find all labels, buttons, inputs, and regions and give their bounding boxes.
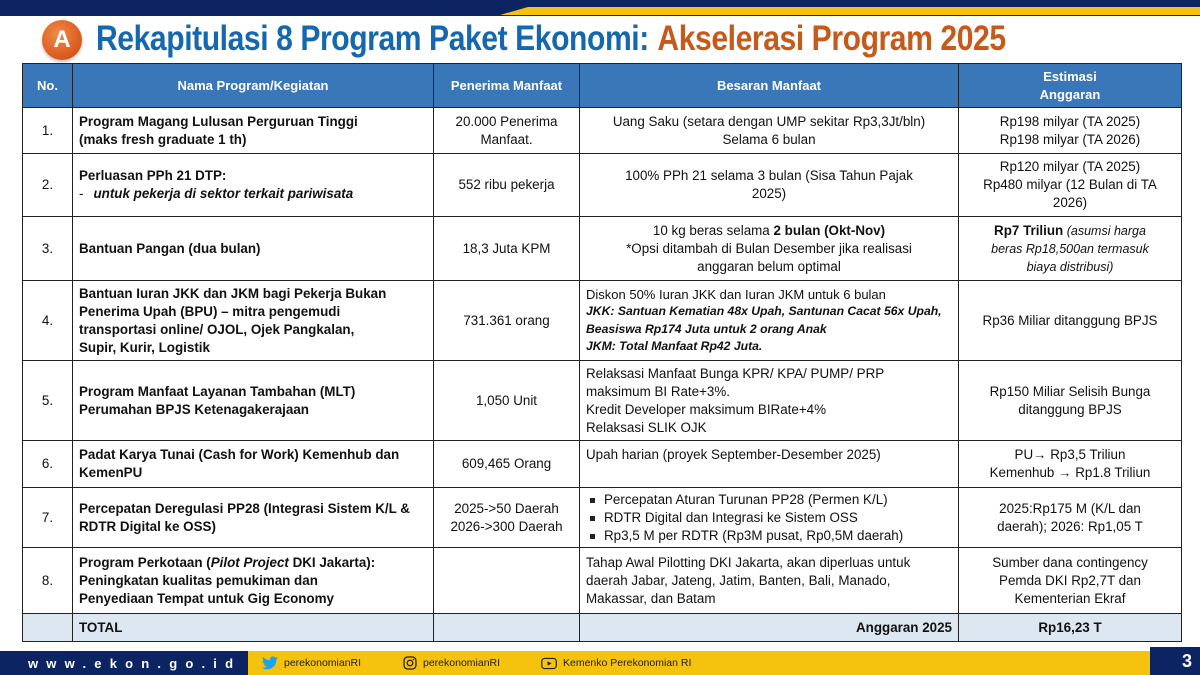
program-name: Padat Karya Tunai (Cash for Work) Kemenhub dan KemenPU	[73, 441, 434, 488]
page-title-accent: Akselerasi Program 2025	[657, 19, 1006, 58]
program-name: Percepatan Deregulasi PP28 (Integrasi Sistem K/L & RDTR Digital ke OSS)	[73, 488, 434, 548]
benefit: 100% PPh 21 selama 3 bulan (Sisa Tahun Pajak 2025)	[580, 154, 959, 217]
website-link[interactable]: www.ekon.go.id	[0, 651, 248, 675]
program-name: Program Manfaat Layanan Tambahan (MLT) Perumahan BPJS Ketenagakerajaan	[73, 361, 434, 441]
page-number: 3	[1150, 647, 1200, 675]
table-row	[23, 548, 1182, 614]
table-row	[23, 441, 1182, 488]
recipient: 2025->50 Daerah 2026->300 Daerah	[434, 488, 580, 548]
table-row	[23, 281, 1182, 361]
table-row	[23, 488, 1182, 548]
benefit: 10 kg beras selama 2 bulan (Okt-Nov) *Opsi ditambah di Bulan Desember jika realisasi anggaran belum optimal	[580, 217, 959, 281]
program-name: Bantuan Iuran JKK dan JKM bagi Pekerja Bukan Penerima Upah (BPU) – mitra pengemudi transportasi online/ OJOL, Ojek Pangkalan, Supir, Kurir, Logistik	[73, 281, 434, 361]
row-number: 4.	[23, 281, 73, 361]
benefit: Relaksasi Manfaat Bunga KPR/ KPA/ PUMP/ PRP maksimum BI Rate+3%. Kredit Developer maksimum BIRate+4% Relaksasi SLIK OJK	[580, 361, 959, 441]
table-row	[23, 154, 1182, 217]
recipient	[434, 548, 580, 614]
total-budget-value: Rp16,23 T	[959, 614, 1182, 642]
recipient: 731.361 orang	[434, 281, 580, 361]
page-title-main: Rekapitulasi 8 Program Paket Ekonomi:	[96, 19, 649, 58]
budget: Sumber dana contingency Pemda DKI Rp2,7T dan Kementerian Ekraf	[959, 548, 1182, 614]
program-name: Program Magang Lulusan Perguruan Tinggi (maks fresh graduate 1 th)	[73, 108, 434, 154]
benefit-bullet: Rp3,5 M per RDTR (Rp3M pusat, Rp0,5M daerah)	[586, 527, 952, 545]
twitter-icon	[262, 656, 278, 670]
benefit: Tahap Awal Pilotting DKI Jakarta, akan diperluas untuk daerah Jabar, Jateng, Jatim, Banten, Bali, Manado, Makassar, dan Batam	[580, 548, 959, 614]
total-empty	[434, 614, 580, 642]
recipient: 18,3 Juta KPM	[434, 217, 580, 281]
col-header-benefit: Besaran Manfaat	[580, 64, 959, 108]
row-number: 5.	[23, 361, 73, 441]
instagram-link[interactable]	[403, 651, 500, 675]
col-header-name: Nama Program/Kegiatan	[73, 64, 434, 108]
page-title	[96, 16, 1006, 62]
twitter-handle: perekonomianRI	[284, 657, 362, 669]
recipient: 1,050 Unit	[434, 361, 580, 441]
budget: Rp7 Triliun (asumsi harga beras Rp18,500an termasuk biaya distribusi)	[959, 217, 1182, 281]
table-row	[23, 217, 1182, 281]
top-banner-accent	[500, 7, 1200, 15]
youtube-link[interactable]	[541, 651, 691, 675]
table-row	[23, 108, 1182, 154]
budget: Rp120 milyar (TA 2025) Rp480 milyar (12 Bulan di TA 2026)	[959, 154, 1182, 217]
budget: PU→ Rp3,5 Triliun Kemenhub → Rp1.8 Triliun	[959, 441, 1182, 488]
row-number: 3.	[23, 217, 73, 281]
benefit: Uang Saku (setara dengan UMP sekitar Rp3,3Jt/bln) Selama 6 bulan	[580, 108, 959, 154]
program-name: Perluasan PPh 21 DTP: - untuk pekerja di sektor terkait pariwisata	[73, 154, 434, 217]
instagram-icon	[403, 656, 417, 670]
row-number: 6.	[23, 441, 73, 488]
total-empty	[23, 614, 73, 642]
benefit-bullet: Percepatan Aturan Turunan PP28 (Permen K/L)	[586, 491, 952, 509]
budget: Rp150 Miliar Selisih Bunga ditanggung BPJS	[959, 361, 1182, 441]
budget: 2025:Rp175 M (K/L dan daerah); 2026: Rp1,05 T	[959, 488, 1182, 548]
total-row	[23, 614, 1182, 642]
benefit	[580, 488, 959, 548]
program-table	[22, 63, 1182, 642]
recipient: 609,465 Orang	[434, 441, 580, 488]
col-header-recipient: Penerima Manfaat	[434, 64, 580, 108]
total-budget-label: Anggaran 2025	[580, 614, 959, 642]
col-header-no: No.	[23, 64, 73, 108]
row-number: 1.	[23, 108, 73, 154]
youtube-icon	[541, 657, 557, 670]
benefit-bullet: RDTR Digital dan Integrasi ke Sistem OSS	[586, 509, 952, 527]
benefit: Upah harian (proyek September-Desember 2025)	[580, 441, 959, 488]
instagram-handle: perekonomianRI	[423, 657, 501, 669]
row-number: 7.	[23, 488, 73, 548]
row-number: 8.	[23, 548, 73, 614]
total-label: TOTAL	[73, 614, 434, 642]
program-name: Bantuan Pangan (dua bulan)	[73, 217, 434, 281]
table-header-row	[23, 64, 1182, 108]
row-number: 2.	[23, 154, 73, 217]
section-badge: A	[42, 20, 82, 60]
budget: Rp36 Miliar ditanggung BPJS	[959, 281, 1182, 361]
benefit: Diskon 50% Iuran JKK dan Iuran JKM untuk 6 bulan JKK: Santuan Kematian 48x Upah, Santunan Cacat 56x Upah, Beasiswa Rp174 Juta untuk 2 orang Anak JKM: Total Manfaat Rp42 Juta.	[580, 281, 959, 361]
youtube-channel: Kemenko Perekonomian RI	[563, 657, 692, 669]
recipient: 552 ribu pekerja	[434, 154, 580, 217]
twitter-link[interactable]	[262, 651, 361, 675]
recipient: 20.000 Penerima Manfaat.	[434, 108, 580, 154]
program-name: Program Perkotaan (Pilot Project DKI Jakarta): Peningkatan kualitas pemukiman dan Penyediaan Tempat untuk Gig Economy	[73, 548, 434, 614]
table-row	[23, 361, 1182, 441]
col-header-budget: Estimasi Anggaran	[959, 64, 1182, 108]
budget: Rp198 milyar (TA 2025) Rp198 milyar (TA 2026)	[959, 108, 1182, 154]
